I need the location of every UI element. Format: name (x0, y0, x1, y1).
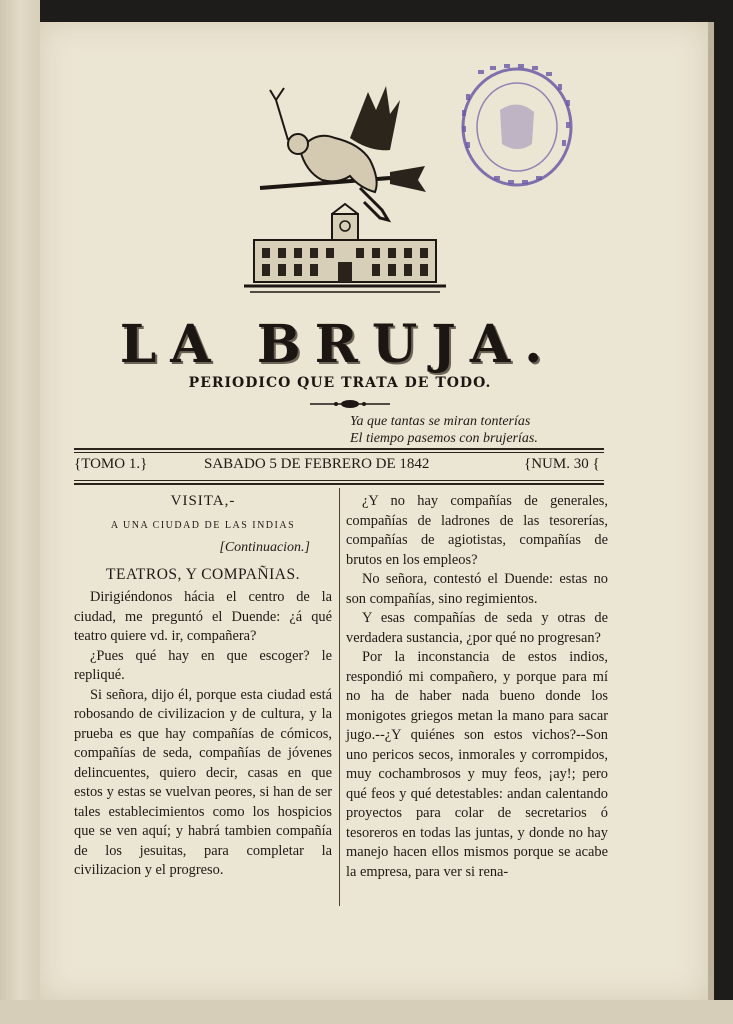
top-double-rule-upper (74, 448, 604, 450)
ornament-divider-icon (310, 398, 390, 410)
paragraph: Si señora, dijo él, porque esta ciudad está robosando de civilizacion y de cultura, y la prueba es que hay compañías de cómicos, compañías de seda, compañías de jóvenes delincuentes, quiero decir, casas en que estos y estas se vuelvan peores, si han de ser tales establecimientos como los hospicios que se ven aquí; y habrá tambien compañía de los jesuitas, para completar la civilizacion y el progreso. (74, 686, 332, 878)
bottom-double-rule-lower (74, 483, 604, 485)
paragraph: Por la inconstancia de estos indios, respondió mi compañero, y porque para mí no ha de haber nada bueno donde los monigotes griegos metan la mano para sacar jugo.--¿Y quiénes son estos vichos?--Son uno pericos secos, inmorales y corrompidos, muy cochambrosos y muy feos, ¡ay!; pero qué feos y qué detestables: andan calentando proyectos para colar de secretarios ó tesoreros en todas las juntas, y donde no hay manejo hacen ellos mismos porque se acabe la empresa, para ver si rena- (346, 649, 608, 880)
top-double-rule-lower (74, 452, 604, 453)
article-heading: VISITA,- (170, 493, 236, 509)
motto-line-1: Ya que tantas se miran tonterías (350, 414, 531, 429)
bottom-double-rule-upper (74, 480, 604, 481)
paragraph: No señora, contestó el Duende: estas no son compañías, sino regimientos. (346, 571, 608, 607)
library-stamp-icon (458, 64, 576, 190)
issue-number: {NUM. 30 { (524, 456, 600, 472)
masthead-title: LA BRUJA. (119, 314, 557, 375)
issue-info-bar (74, 456, 604, 480)
article-column-left (74, 492, 332, 881)
paragraph: Y esas compañías de seda y otras de verdadera sustancia, ¿por qué no progresan? (346, 610, 608, 646)
scan-bottom-edge (0, 1000, 733, 1024)
article-subheading: A UNA CIUDAD DE LAS INDIAS (110, 519, 296, 531)
scan-right-page-edge (708, 22, 714, 1000)
issue-date: SABADO 5 DE FEBRERO DE 1842 (204, 456, 430, 472)
masthead-subtitle: PERIODICO QUE TRATA DE TODO. (188, 375, 492, 391)
newspaper-page (40, 22, 708, 1000)
continuation-note: [Continuacion.] (219, 540, 310, 555)
article-column-right (346, 492, 608, 882)
motto-line-2: El tiempo pasemos con brujerías. (350, 431, 538, 446)
witch-flying-over-building-icon (240, 80, 450, 300)
scan-left-page-edge (0, 0, 40, 1024)
masthead-motto (350, 413, 620, 447)
column-divider (339, 488, 340, 906)
paragraph: ¿Y no hay compañías de generales, compañías de ladrones de las tesorerías, compañías de agiotistas, compañías de brutos en los empleos? (346, 493, 608, 568)
paragraph: Dirigiéndonos hácia el centro de la ciudad, me preguntó el Duende: ¿á qué teatro quiere vd. ir, compañera? (74, 589, 332, 644)
issue-tomo: {TOMO 1.} (74, 456, 148, 472)
section-heading: TEATROS, Y COMPAÑIAS. (106, 565, 300, 583)
paragraph: ¿Pues qué hay en que escoger? le repliqué. (74, 647, 332, 683)
